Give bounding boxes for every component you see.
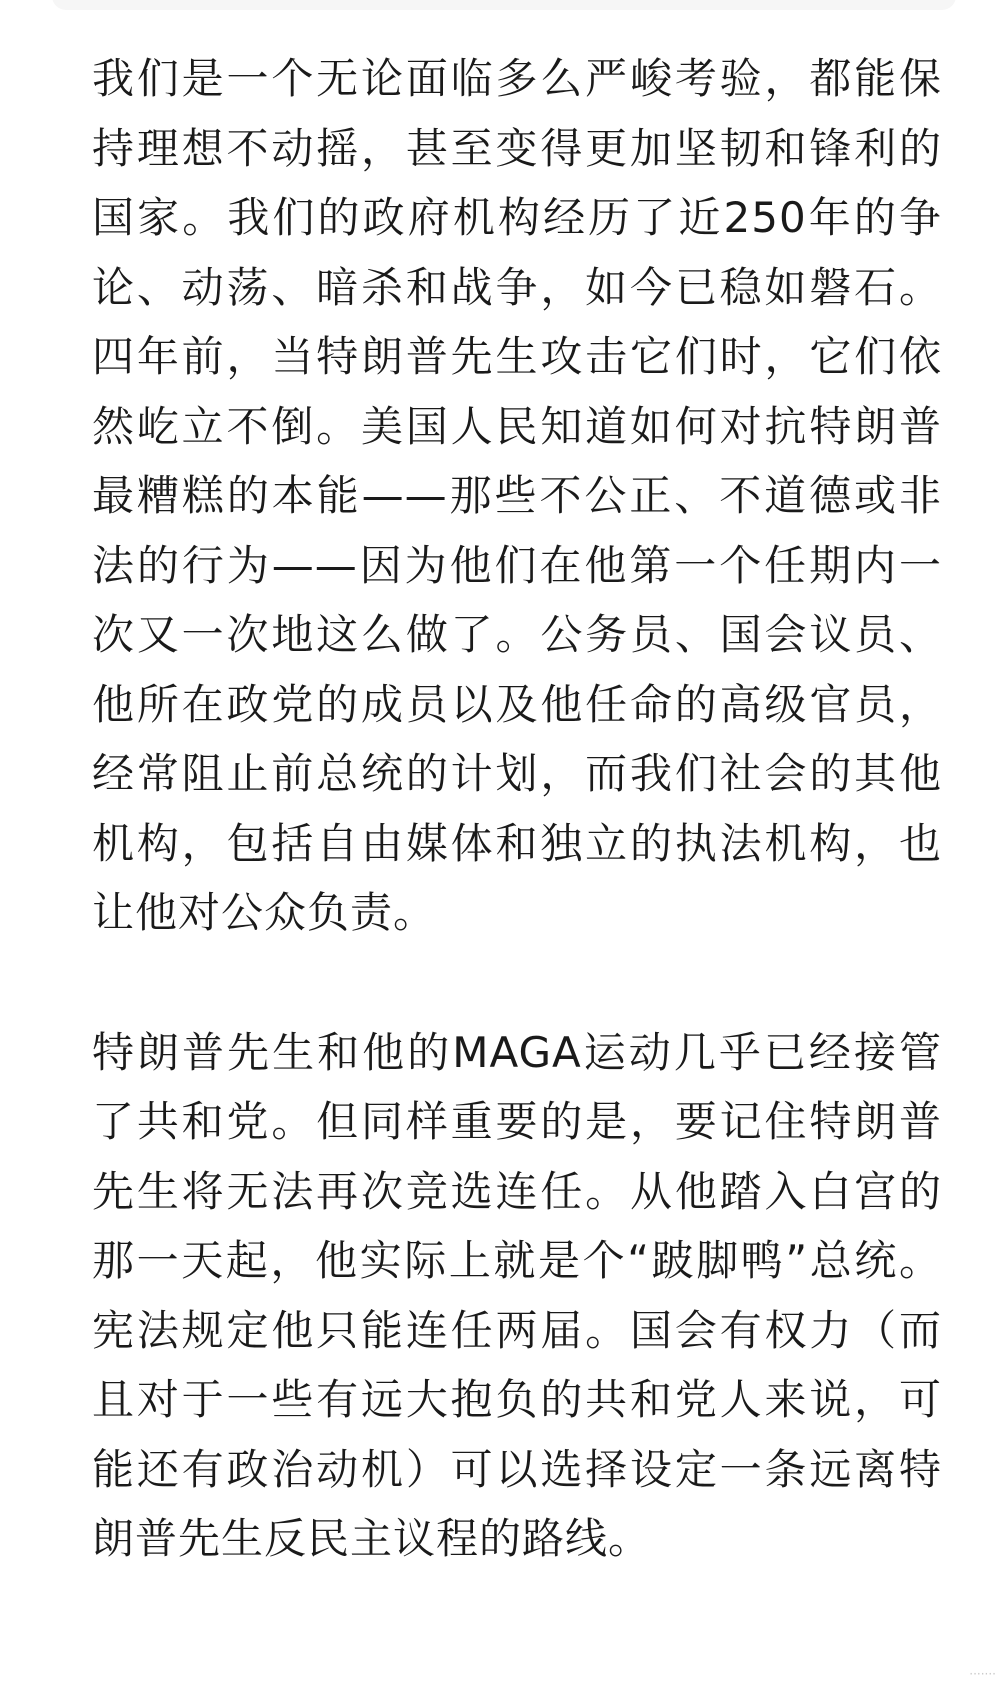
article-body bbox=[92, 44, 942, 1574]
paragraph-1: 我们是一个无论面临多么严峻考验，都能保持理想不动摇，甚至变得更加坚韧和锋利的国家。我们的政府机构经历了近250年的争论、动荡、暗杀和战争，如今已稳如磐石。四年前，当特朗普先生攻击它们时，它们依然屹立不倒。美国人民知道如何对抗特朗普最糟糕的本能——那些不公正、不道德或非法的行为——因为他们在他第一个任期内一次又一次地这么做了。公务员、国会议员、他所在政党的成员以及他任命的高级官员，经常阻止前总统的计划，而我们社会的其他机构，包括自由媒体和独立的执法机构，也让他对公众负责。 bbox=[92, 54, 942, 937]
paragraph-spacer bbox=[92, 948, 942, 1018]
paragraph-2: 特朗普先生和他的MAGA运动几乎已经接管了共和党。但同样重要的是，要记住特朗普先生将无法再次竞选连任。从他踏入白宫的那一天起，他实际上就是个“跛脚鸭”总统。宪法规定他只能连任两届。国会有权力（而且对于一些有远大抱负的共和党人来说，可能还有政治动机）可以选择设定一条远离特朗普先生反民主议程的路线。 bbox=[92, 1027, 942, 1563]
previous-card-edge bbox=[52, 0, 956, 10]
watermark: ······· bbox=[969, 1667, 996, 1681]
